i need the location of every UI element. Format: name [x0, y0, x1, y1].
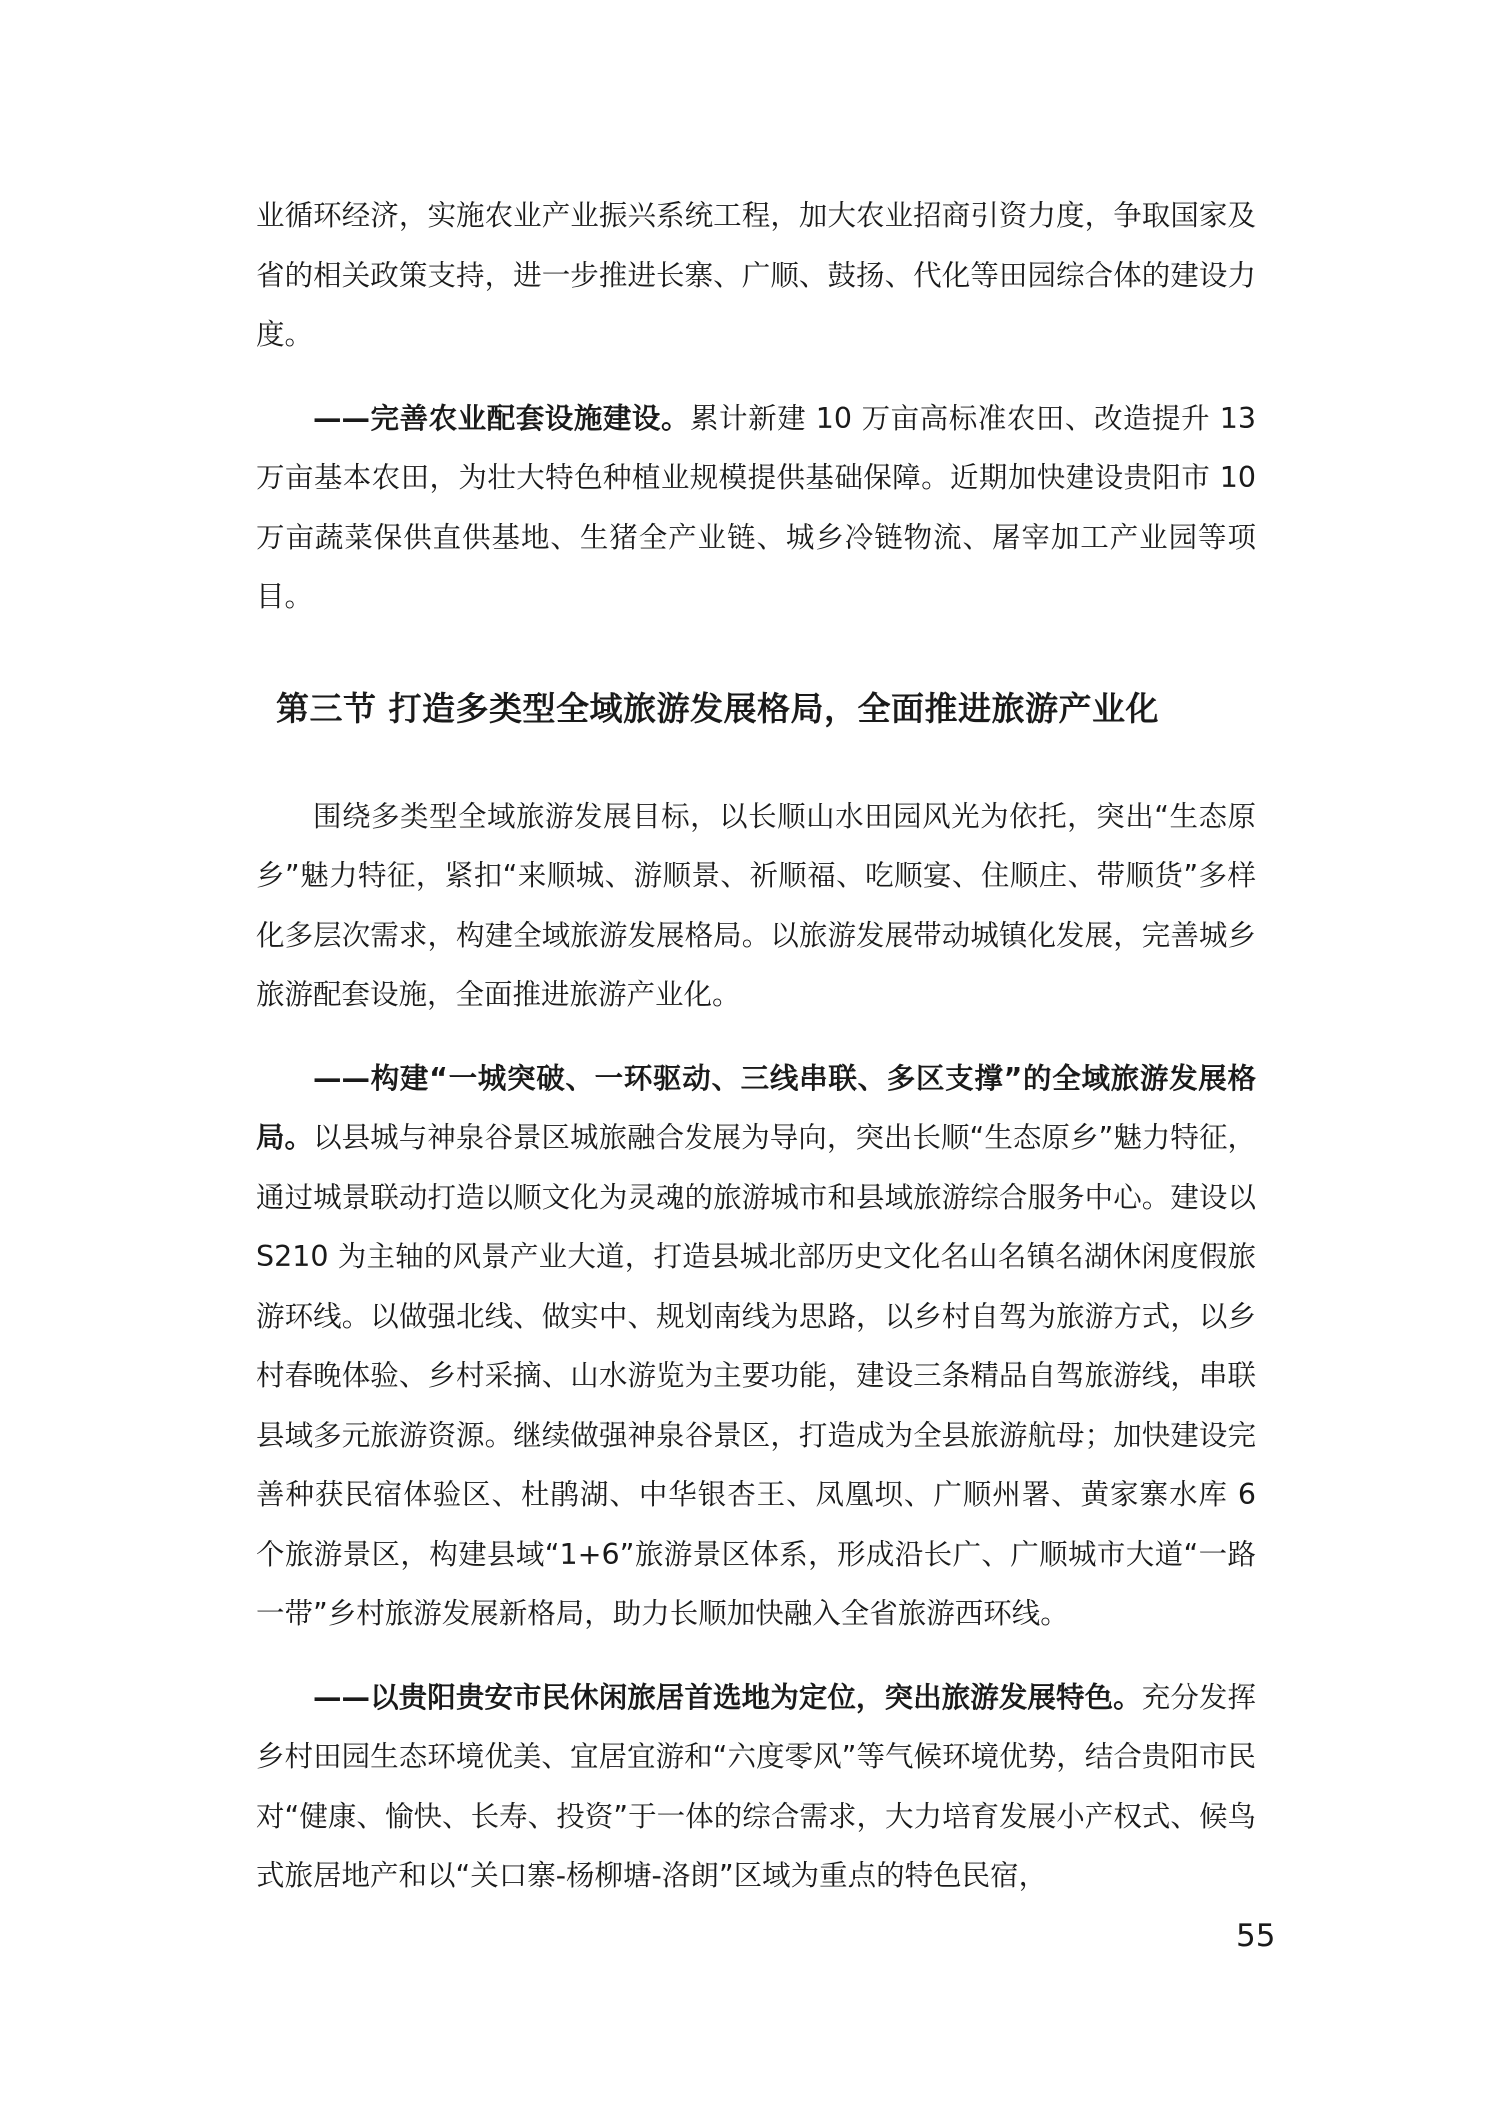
paragraph-bold-lead: ——以贵阳贵安市民休闲旅居首选地为定位，突出旅游发展特色。 — [313, 1680, 1142, 1714]
paragraph-agriculture-facilities — [256, 389, 1256, 627]
paragraph-tourism-intro — [256, 787, 1256, 1025]
paragraph-text: 以县城与神泉谷景区城旅融合发展为导向，突出长顺“生态原乡”魅力特征，通过城景联动打造以顺文化为灵魂的旅游城市和县域旅游综合服务中心。建设以 S210 为主轴的风景产业大道，打造县城北部历史文化名山名镇名湖休闲度假旅游环线。以做强北线、做实中、规划南线为思路，以乡村自驾为旅游方式，以乡村春晚体验、乡村采摘、山水游览为主要功能，建设三条精品自驾旅游线，串联县域多元旅游资源。继续做强神泉谷景区，打造成为全县旅游航母；加快建设完善种获民宿体验区、杜鹃湖、中华银杏王、凤凰坝、广顺州署、黄家寨水库 6 个旅游景区，构建县域“1+6”旅游景区体系，形成沿长广、广顺城市大道“一路一带”乡村旅游发展新格局，助力长顺加快融入全省旅游西环线。 — [256, 1121, 1256, 1630]
page-number: 55 — [1236, 1918, 1276, 1954]
section-heading: 第三节 打造多类型全域旅游发展格局，全面推进旅游产业化 — [276, 688, 1159, 728]
paragraph-gap — [256, 365, 1256, 389]
paragraph-bold-lead: ——构建“一城突破、一环驱动、三线串联、多区支撑”的全域旅游发展格局。 — [256, 1061, 1256, 1154]
paragraph-gap — [256, 1644, 1256, 1668]
paragraph-bold-lead: ——完善农业配套设施建设。 — [313, 401, 690, 435]
document-body — [256, 186, 1256, 1906]
paragraph-text: 业循环经济，实施农业产业振兴系统工程，加大农业招商引资力度，争取国家及省的相关政策支持，进一步推进长寨、广顺、鼓扬、代化等田园综合体的建设力度。 — [256, 199, 1256, 351]
section-gap — [256, 627, 1256, 679]
section-gap — [256, 739, 1256, 787]
paragraph-tourism-positioning — [256, 1668, 1256, 1906]
paragraph-agriculture-circular-economy — [256, 186, 1256, 365]
paragraph-text: 围绕多类型全域旅游发展目标，以长顺山水田园风光为依托，突出“生态原乡”魅力特征，紧扣“来顺城、游顺景、祈顺福、吃顺宴、住顺庄、带顺货”多样化多层次需求，构建全域旅游发展格局。以旅游发展带动城镇化发展，完善城乡旅游配套设施，全面推进旅游产业化。 — [256, 799, 1256, 1011]
paragraph-gap — [256, 1025, 1256, 1049]
paragraph-text: 累计新建 10 万亩高标准农田、改造提升 13 万亩基本农田，为壮大特色种植业规模提供基础保障。近期加快建设贵阳市 10 万亩蔬菜保供直供基地、生猪全产业链、城乡冷链物流、屠宰加工产业园等项目。 — [256, 401, 1256, 613]
paragraph-tourism-layout — [256, 1049, 1256, 1644]
paragraph-text: 充分发挥乡村田园生态环境优美、宜居宜游和“六度零风”等气候环境优势，结合贵阳市民对“健康、愉快、长寿、投资”于一体的综合需求，大力培育发展小产权式、候鸟式旅居地产和以“关口寨-杨柳塘-洛朗”区域为重点的特色民宿， — [256, 1680, 1256, 1892]
